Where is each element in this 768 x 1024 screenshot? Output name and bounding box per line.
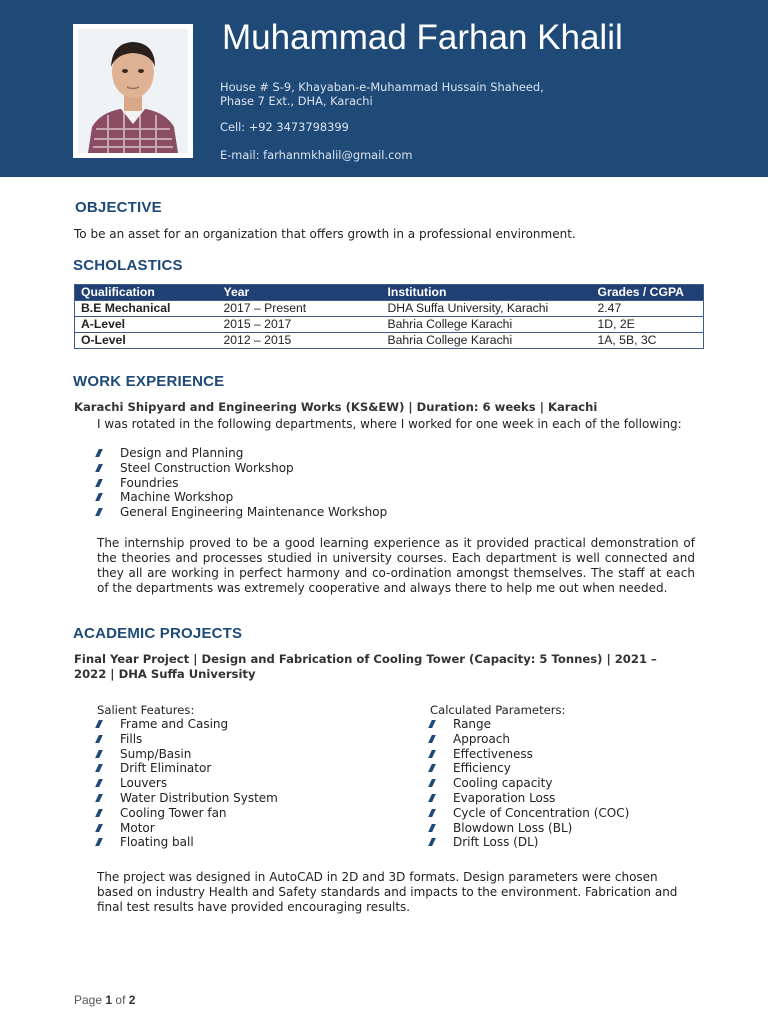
table-row [75, 301, 704, 317]
bullet-icon [428, 735, 436, 743]
list-item [97, 446, 387, 461]
cell-grades: 1A, 5B, 3C [592, 333, 704, 349]
profile-photo [73, 24, 193, 158]
of-word: of [115, 993, 126, 1007]
list-item [97, 747, 278, 762]
column-header-grades: Grades / CGPA [592, 285, 704, 301]
bullet-icon [428, 720, 436, 728]
bullet-icon [95, 764, 103, 772]
bullet-icon [95, 449, 103, 457]
parameter-label: Cooling capacity [453, 776, 553, 791]
work-experience-summary: The internship proved to be a good learning experience as it provided practical demonstration of the theories and processes studied in university courses. Each department is well connected and they all are working in perfect harmony and co-ordination amongst themselves. The staff at each of the departments was extremely cooperative and always there to help me out when needed. [97, 536, 695, 595]
list-item [430, 835, 629, 850]
calculated-parameters-list [430, 717, 629, 850]
bullet-icon [428, 838, 436, 846]
cell-qualification: O-Level [75, 333, 218, 349]
email-address: E-mail: farhanmkhalil@gmail.com [220, 148, 413, 162]
bullet-icon [428, 794, 436, 802]
cell-qualification: B.E Mechanical [75, 301, 218, 317]
list-item [430, 776, 629, 791]
parameter-label: Drift Loss (DL) [453, 835, 539, 850]
work-experience-heading: WORK EXPERIENCE [73, 373, 225, 390]
list-item [430, 821, 629, 836]
list-item [97, 490, 387, 505]
bullet-icon [95, 735, 103, 743]
bullet-icon [95, 493, 103, 501]
feature-label: Water Distribution System [120, 790, 278, 805]
column-header-institution: Institution [382, 285, 592, 301]
header-banner [0, 0, 768, 177]
departments-list [97, 446, 387, 520]
list-item [97, 732, 278, 747]
parameter-label: Efficiency [453, 761, 511, 776]
bullet-icon [95, 508, 103, 516]
bullet-icon [95, 809, 103, 817]
department-label: Steel Construction Workshop [120, 460, 294, 475]
cell-institution: DHA Suffa University, Karachi [382, 301, 592, 317]
bullet-icon [428, 779, 436, 787]
list-item [97, 791, 278, 806]
bullet-icon [428, 809, 436, 817]
scholastics-table [74, 284, 704, 349]
scholastics-heading: SCHOLASTICS [73, 257, 183, 274]
table-header-row [75, 285, 704, 301]
parameter-label: Effectiveness [453, 746, 533, 761]
list-item [97, 505, 387, 520]
portrait-image [78, 29, 188, 153]
bullet-icon [428, 824, 436, 832]
cell-qualification: A-Level [75, 317, 218, 333]
list-item [97, 461, 387, 476]
objective-text: To be an asset for an organization that offers growth in a professional environment. [74, 227, 576, 241]
parameter-label: Approach [453, 731, 511, 746]
bullet-icon [95, 794, 103, 802]
feature-label: Frame and Casing [120, 717, 229, 731]
portrait-illustration [78, 29, 188, 153]
cell-grades: 1D, 2E [592, 317, 704, 333]
work-experience-title: Karachi Shipyard and Engineering Works (KS&EW) | Duration: 6 weeks | Karachi [74, 400, 598, 414]
department-label: Foundries [120, 475, 179, 490]
column-header-qualification: Qualification [75, 285, 218, 301]
department-label: Design and Planning [120, 446, 244, 460]
cell-year: 2012 – 2015 [218, 333, 382, 349]
list-item [97, 717, 278, 732]
cell-grades: 2.47 [592, 301, 704, 317]
list-item [430, 791, 629, 806]
list-item [97, 806, 278, 821]
list-item [97, 835, 278, 850]
project-title-line-1: Final Year Project | Design and Fabrication of Cooling Tower (Capacity: 5 Tonnes) | 2021 – [74, 652, 657, 666]
page-footer [74, 993, 135, 1007]
bullet-icon [95, 750, 103, 758]
feature-label: Cooling Tower fan [120, 805, 227, 820]
project-title-line-2: 2022 | DHA Suffa University [74, 667, 256, 681]
feature-label: Floating ball [120, 835, 194, 850]
bullet-icon [95, 479, 103, 487]
bullet-icon [428, 764, 436, 772]
current-page-number: 1 [105, 993, 113, 1007]
list-item [97, 821, 278, 836]
parameter-label: Blowdown Loss (BL) [453, 820, 573, 835]
cell-institution: Bahria College Karachi [382, 333, 592, 349]
total-pages-number: 2 [128, 993, 136, 1007]
table-row [75, 317, 704, 333]
work-experience-intro: I was rotated in the following departments, where I worked for one week in each of the following: [97, 417, 682, 431]
feature-label: Drift Eliminator [120, 761, 212, 776]
list-item [430, 761, 629, 776]
department-label: Machine Workshop [120, 490, 234, 505]
address-line-1: House # S-9, Khayaban-e-Muhammad Hussain Shaheed, [220, 80, 544, 94]
bullet-icon [428, 750, 436, 758]
bullet-icon [95, 824, 103, 832]
table-row [75, 333, 704, 349]
list-item [97, 761, 278, 776]
feature-label: Sump/Basin [120, 746, 192, 761]
feature-label: Fills [120, 731, 143, 746]
parameter-label: Cycle of Concentration (COC) [453, 805, 630, 820]
list-item [430, 747, 629, 762]
page-word: Page [74, 993, 103, 1007]
list-item [430, 732, 629, 747]
objective-heading: OBJECTIVE [75, 199, 162, 216]
column-header-year: Year [218, 285, 382, 301]
bullet-icon [95, 464, 103, 472]
cell-year: 2017 – Present [218, 301, 382, 317]
address-line-2: Phase 7 Ext., DHA, Karachi [220, 94, 373, 108]
salient-features-list [97, 717, 278, 850]
feature-label: Louvers [120, 776, 168, 791]
list-item [97, 476, 387, 491]
cell-number: Cell: +92 3473798399 [220, 120, 349, 134]
bullet-icon [95, 779, 103, 787]
bullet-icon [95, 838, 103, 846]
project-summary: The project was designed in AutoCAD in 2D and 3D formats. Design parameters were chosen based on industry Health and Safety standards and impacts to the environment. Fabrication and final test results have provided encouraging results. [97, 870, 678, 914]
bullet-icon [95, 720, 103, 728]
salient-features-label: Salient Features: [97, 703, 195, 717]
parameter-label: Evaporation Loss [453, 790, 556, 805]
calculated-parameters-label: Calculated Parameters: [430, 703, 566, 717]
feature-label: Motor [120, 820, 155, 835]
list-item [430, 806, 629, 821]
department-label: General Engineering Maintenance Workshop [120, 505, 388, 520]
list-item [430, 717, 629, 732]
cell-year: 2015 – 2017 [218, 317, 382, 333]
cell-institution: Bahria College Karachi [382, 317, 592, 333]
academic-projects-heading: ACADEMIC PROJECTS [73, 625, 243, 642]
list-item [97, 776, 278, 791]
parameter-label: Range [453, 717, 492, 731]
candidate-name: Muhammad Farhan Khalil [222, 18, 623, 57]
